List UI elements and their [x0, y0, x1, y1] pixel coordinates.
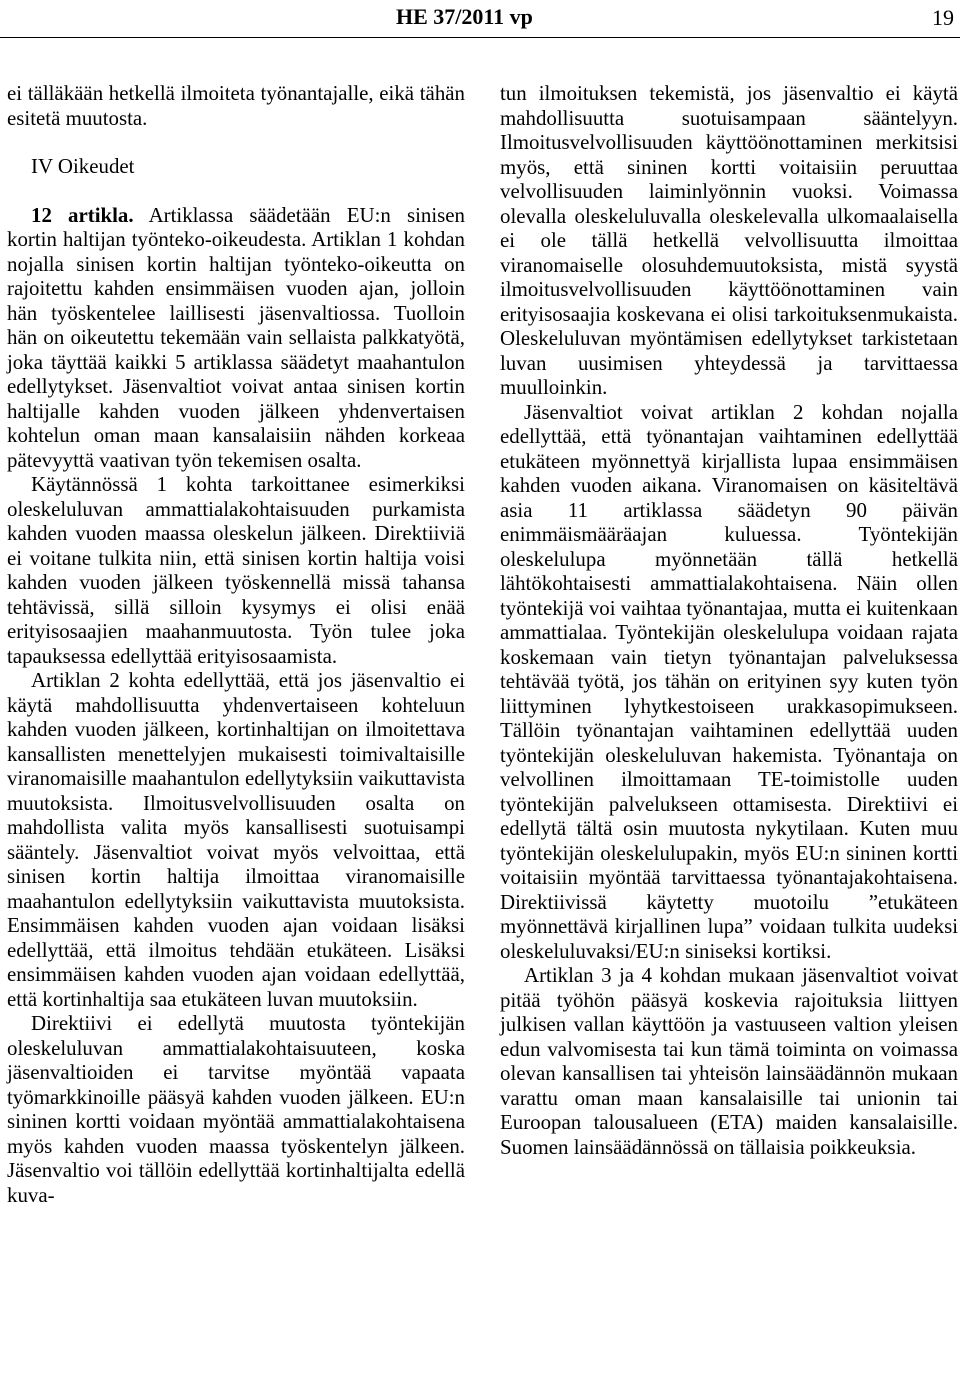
- right-paragraph-1: tun ilmoituksen tekemistä, jos jäsenvaltio ei käytä mahdollisuutta suotuisampaan sääntelyyn. Ilmoitusvelvollisuuden käyttöönottaminen merkitsisi myös, että sininen kortti voitaisiin peruuttaa velvollisuuden laiminlyönnin vuoksi. Voimassa olevalla oleskeluluvalla oleskelevalla ulkomaalaisella ei ole tällä hetkellä velvollisuutta ilmoittaa viranomaiselle olosuhdemuutoksista, mistä syystä ilmoitusvelvollisuuden käyttöönottaminen vain erityisosaajia koskevana ei olisi tarkoituksenmukaista. Oleskeluluvan myöntämisen edellytykset tarkistetaan luvan uusimisen yhteydessä ja tarvittaessa muulloinkin.: [500, 81, 958, 399]
- right-paragraph-3: Artiklan 3 ja 4 kohdan mukaan jäsenvaltiot voivat pitää työhön pääsyä koskevia rajoituksia liittyen julkisen vallan käyttöön ja vastuuseen valtion yleisen edun valvomisesta tai kun tämä toiminta on voimassa olevan kansallisen tai yhteisön lainsäädännön mukaan varattu oman maan kansalaisille tai unionin tai Euroopan talousalueen (ETA) maiden kansalaisille. Suomen lainsäädännössä on tällaisia poikkeuksia.: [500, 963, 958, 1159]
- left-column: [7, 81, 465, 1207]
- document-id: HE 37/2011 vp: [396, 4, 533, 29]
- left-paragraph-2: Käytännössä 1 kohta tarkoittanee esimerkiksi oleskeluluvan ammattialakohtaisuuden purkamista kahden vuoden maassa oleskelun jälkeen. Direktiiviä ei voitane tulkita niin, että sinisen kortin haltija voisi kahden vuoden jälkeen työskennellä missä tahansa tehtävissä, sillä silloin kysymys ei olisi enää erityisosaajien maahanmuutosta. Työn tulee joka tapauksessa edellyttää erityisosaamista.: [7, 472, 465, 668]
- page-number: 19: [932, 5, 954, 30]
- page-header: [0, 0, 960, 38]
- intro-paragraph: ei tälläkään hetkellä ilmoiteta työnantajalle, eikä tähän esitetä muutosta.: [7, 81, 465, 130]
- article-12-paragraph: [7, 203, 465, 473]
- left-paragraph-4: Direktiivi ei edellytä muutosta työntekijän oleskeluluvan ammattialakohtaisuuteen, koska jäsenvaltioiden ei tarvitse myöntää vapaata työmarkkinoille pääsyä kahden vuoden jälkeen. EU:n sininen kortti voidaan myöntää ammattialakohtaisena myös kahden vuoden maassa työskentelyn jälkeen. Jäsenvaltio voi tällöin edellyttää kortinhaltijalta edellä kuva-: [7, 1011, 465, 1207]
- article-text: Artiklassa säädetään EU:n sinisen kortin haltijan työnteko-oikeudesta. Artiklan 1 kohdan nojalla sinisen kortin haltijan työnteko-oikeutta on rajoitettu kahden ensimmäisen vuoden ajan, jolloin hän työskentelee laillisesti jäsenvaltiossa. Tuolloin hän on oikeutettu tekemään vain sellaista palkkatyötä, joka täyttää kaikki 5 artiklassa säädetyt maahantulon edellytykset. Jäsenvaltiot voivat antaa sinisen kortin haltijalle kahden vuoden jälkeen yhdenvertaisen kohtelun oman maan kansalaisiin nähden korkeaa pätevyyttä vaativan työn tekemisen osalta.: [7, 202, 465, 472]
- article-label: 12 artikla.: [31, 202, 134, 227]
- right-paragraph-2: Jäsenvaltiot voivat artiklan 2 kohdan nojalla edellyttää, että työnantajan vaihtaminen edellyttää etukäteen myönnettyä kirjallista lupaa ensimmäisen kahden vuoden aikana. Viranomaisen on käsiteltävä asia 11 artiklassa säädetyn 90 päivän enimmäismääräajan kuluessa. Työntekijän oleskelulupa myönnetään tällä hetkellä lähtökohtaisesti ammattialakohtaisena. Näin ollen työntekijä voi vaihtaa työnantajaa, mutta ei kuitenkaan ammattialaa. Työntekijän oleskelulupa voidaan rajata koskemaan vain tietyn työnantajan palveluksessa tehtävää työtä, jos tähän on erityinen syy kuten työn liittyminen lyhytkestoiseen urakkasopimukseen. Tällöin työnantajan vaihtaminen edellyttää uuden työntekijän oleskeluluvan hakemista. Työnantaja on velvollinen ilmoittamaan TE-toimistolle uuden työntekijän palvelukseen ottamisesta. Direktiivi ei edellytä tältä osin muutosta nykytilaan. Kuten muu työntekijän oleskelulupakin, myös EU:n sininen kortti voitaisiin myöntää tarvittaessa työnantajakohtaisena. Direktiivissä käytetty muotoilu ”etukäteen myönnettävä kirjallinen lupa” voidaan tulkita uudeksi oleskeluluvaksi/EU:n siniseksi kortiksi.: [500, 399, 958, 963]
- section-heading: IV Oikeudet: [31, 154, 135, 178]
- right-column: [500, 81, 958, 1159]
- left-paragraph-3: Artiklan 2 kohta edellyttää, että jos jäsenvaltio ei käytä mahdollisuutta yhdenvertaiseen kohteluun kahden vuoden jälkeen, kortinhaltijan on ilmoitettava kansallisten menettelyjen mukaisesti toimivaltaisille viranomaisille maahantulon edellytyksiin vaikuttavista muutoksista. Ilmoitusvelvollisuuden osalta on mahdollista valita myös kansallisesti suotuisampi sääntely. Jäsenvaltiot voivat myös velvoittaa, että sinisen kortin haltija ilmoittaa viranomaisille maahantulon edellytyksiin vaikuttavista muutoksista. Ensimmäisen kahden vuoden ajan voidaan lisäksi edellyttää, että ilmoitus tehdään etukäteen. Lisäksi ensimmäisen kahden vuoden ajan voidaan edellyttää, että kortinhaltija saa etukäteen luvan muutoksiin.: [7, 668, 465, 1011]
